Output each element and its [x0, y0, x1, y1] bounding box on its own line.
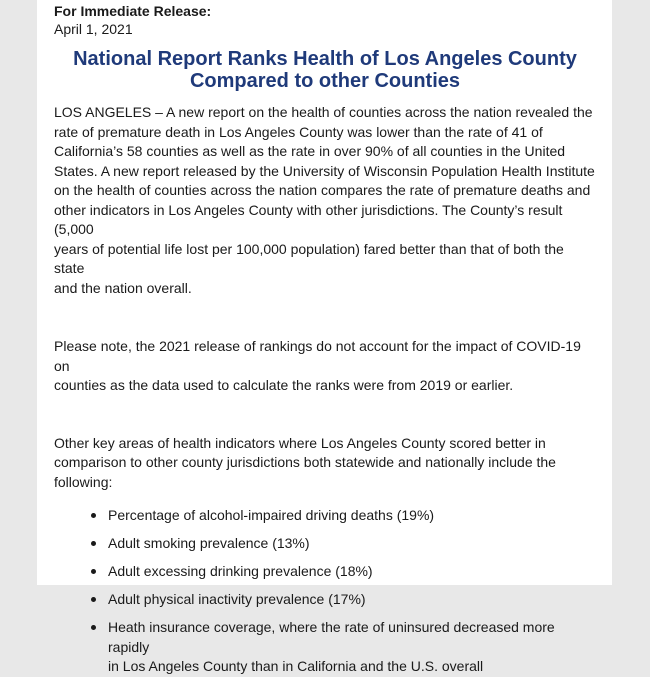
bullet-icon [91, 597, 96, 602]
list-item [90, 506, 596, 526]
indicator-list [54, 506, 596, 677]
list-item [90, 534, 596, 554]
text-line: California’s 58 counties as well as the rate in over 90% of all counties in the United [54, 143, 566, 159]
text-line: States. A new report released by the University of Wisconsin Population Health Institute [54, 162, 595, 179]
covid-note-paragraph [54, 337, 596, 396]
list-item [90, 562, 596, 582]
text-line: Percentage of alcohol-impaired driving deaths (19%) [108, 507, 435, 523]
list-item [90, 590, 596, 610]
headline-line: Compared to other Counties [189, 70, 460, 92]
text-line: Adult excessing drinking prevalence (18%) [108, 563, 373, 579]
bullet-icon [91, 513, 96, 518]
text-line: Please note, the 2021 release of rankings do not account for the impact of COVID-19 on [54, 338, 581, 374]
text-line: Heath insurance coverage, where the rate of uninsured decreased more rapidly [108, 619, 555, 655]
text-line: and the nation overall. [54, 279, 192, 296]
text-line: years of potential life lost per 100,000 population) fared better than that of both the state [54, 240, 564, 276]
text-line: following: [54, 473, 113, 490]
bullet-icon [91, 569, 96, 574]
text-line: in Los Angeles County than in California and the U.S. overall [108, 658, 484, 674]
text-line: rate of premature death in Los Angeles County was lower than the rate of 41 of [54, 123, 543, 140]
text-line: Adult physical inactivity prevalence (17%) [108, 591, 366, 607]
text-line: counties as the data used to calculate the ranks were from 2019 or earlier. [54, 377, 514, 393]
release-label: For Immediate Release: [54, 3, 212, 19]
text-line: comparison to other county jurisdictions both statewide and nationally include the [54, 454, 556, 470]
bullet-icon [91, 625, 96, 630]
text-line: Other key areas of health indicators where Los Angeles County scored better in [54, 434, 546, 451]
bullet-icon [91, 541, 96, 546]
text-line: other indicators in Los Angeles County with other jurisdictions. The County’s result (5,000 [54, 201, 563, 237]
indicators-intro-paragraph [54, 434, 596, 493]
list-item [90, 618, 596, 677]
headline-line: National Report Ranks Health of Los Angeles County [73, 48, 577, 70]
text-line: LOS ANGELES – A new report on the health of counties across the nation revealed the [54, 104, 593, 120]
release-date: April 1, 2021 [54, 21, 133, 37]
intro-paragraph [54, 103, 596, 298]
press-release-document [37, 0, 612, 674]
headline [54, 48, 596, 92]
text-line: Adult smoking prevalence (13%) [108, 535, 310, 551]
text-line: on the health of counties across the nation compares the rate of premature deaths and [54, 182, 591, 198]
